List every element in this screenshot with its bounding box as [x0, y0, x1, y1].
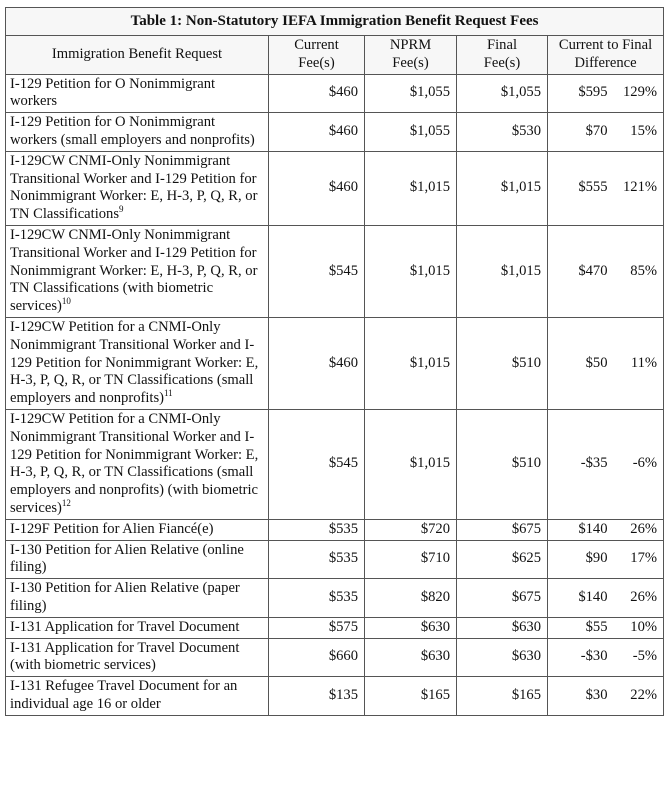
difference-percent-cell: 129%: [613, 74, 664, 113]
difference-percent-cell: 17%: [613, 540, 664, 579]
fee-table: [5, 7, 664, 716]
difference-percent-cell: 10%: [613, 617, 664, 638]
difference-percent-cell: 26%: [613, 579, 664, 618]
table-row: [6, 579, 664, 618]
fee-table-container: [5, 7, 663, 716]
request-text: I-131 Refugee Travel Document for an individual age 16 or older: [10, 678, 238, 712]
nprm-fee-cell: $1,055: [365, 113, 457, 152]
final-fee-cell: $625: [457, 540, 548, 579]
request-cell: [6, 225, 269, 317]
footnote-marker: 12: [61, 498, 71, 509]
request-text: I-129CW Petition for a CNMI-Only Nonimmigrant Transitional Worker and I-129 Petition for Nonimmigrant Worker: E, H-3, P, Q, R, or TN Classifications (small employers and nonprofits): [10, 318, 259, 407]
difference-amount-cell: -$30: [548, 638, 613, 677]
final-fee-cell: $530: [457, 113, 548, 152]
difference-percent-cell: 121%: [613, 151, 664, 225]
difference-amount-cell: $555: [548, 151, 613, 225]
difference-amount-cell: $70: [548, 113, 613, 152]
table-row: [6, 74, 664, 113]
request-cell: [6, 579, 269, 618]
nprm-fee-cell: $165: [365, 677, 457, 716]
header-current: Current Fee(s): [269, 36, 365, 75]
table-row: [6, 638, 664, 677]
request-cell: [6, 409, 269, 519]
request-text: I-131 Application for Travel Document: [10, 618, 240, 635]
difference-amount-cell: $140: [548, 579, 613, 618]
request-cell: [6, 617, 269, 638]
final-fee-cell: $1,055: [457, 74, 548, 113]
nprm-fee-cell: $1,015: [365, 225, 457, 317]
final-fee-cell: $675: [457, 519, 548, 540]
final-fee-cell: $165: [457, 677, 548, 716]
difference-amount-cell: $595: [548, 74, 613, 113]
final-fee-cell: $675: [457, 579, 548, 618]
request-text: I-129CW CNMI-Only Nonimmigrant Transitional Worker and I-129 Petition for Nonimmigrant Worker: E, H-3, P, Q, R, or TN Classifications: [10, 152, 258, 223]
difference-percent-cell: -6%: [613, 409, 664, 519]
table-row: [6, 677, 664, 716]
nprm-fee-cell: $1,015: [365, 151, 457, 225]
request-text: I-129 Petition for O Nonimmigrant workers (small employers and nonprofits): [10, 114, 255, 148]
difference-amount-cell: $30: [548, 677, 613, 716]
table-row: [6, 409, 664, 519]
final-fee-cell: $630: [457, 638, 548, 677]
current-fee-cell: $535: [269, 579, 365, 618]
current-fee-cell: $460: [269, 74, 365, 113]
nprm-fee-cell: $820: [365, 579, 457, 618]
nprm-fee-cell: $1,015: [365, 317, 457, 409]
current-fee-cell: $535: [269, 540, 365, 579]
current-fee-cell: $460: [269, 113, 365, 152]
final-fee-cell: $510: [457, 409, 548, 519]
request-cell: [6, 151, 269, 225]
request-cell: [6, 74, 269, 113]
current-fee-cell: $460: [269, 151, 365, 225]
request-cell: [6, 638, 269, 677]
header-nprm: NPRM Fee(s): [365, 36, 457, 75]
nprm-fee-cell: $1,055: [365, 74, 457, 113]
table-title: Table 1: Non-Statutory IEFA Immigration Benefit Request Fees: [6, 8, 664, 36]
difference-amount-cell: $55: [548, 617, 613, 638]
request-text: I-129F Petition for Alien Fiancé(e): [10, 520, 214, 537]
footnote-marker: 10: [61, 296, 71, 307]
request-text: I-131 Application for Travel Document (with biometric services): [10, 639, 240, 674]
table-row: [6, 617, 664, 638]
difference-amount-cell: $90: [548, 540, 613, 579]
request-text: I-130 Petition for Alien Relative (online filing): [10, 541, 244, 576]
table-row: [6, 225, 664, 317]
difference-percent-cell: 22%: [613, 677, 664, 716]
current-fee-cell: $660: [269, 638, 365, 677]
header-difference: Current to Final Difference: [548, 36, 664, 75]
table-row: [6, 317, 664, 409]
difference-percent-cell: -5%: [613, 638, 664, 677]
current-fee-cell: $545: [269, 225, 365, 317]
request-text: I-129CW Petition for a CNMI-Only Nonimmigrant Transitional Worker and I-129 Petition for Nonimmigrant Worker: E, H-3, P, Q, R, or TN Classifications (small employers and nonprofits) (with biometric services): [10, 410, 259, 516]
request-cell: [6, 519, 269, 540]
table-row: [6, 519, 664, 540]
difference-percent-cell: 85%: [613, 225, 664, 317]
table-row: [6, 540, 664, 579]
header-final: Final Fee(s): [457, 36, 548, 75]
request-cell: [6, 677, 269, 716]
final-fee-cell: $510: [457, 317, 548, 409]
request-cell: [6, 113, 269, 152]
nprm-fee-cell: $710: [365, 540, 457, 579]
difference-amount-cell: $470: [548, 225, 613, 317]
difference-amount-cell: $140: [548, 519, 613, 540]
table-row: [6, 151, 664, 225]
difference-amount-cell: $50: [548, 317, 613, 409]
request-cell: [6, 317, 269, 409]
footnote-marker: 11: [164, 388, 173, 399]
final-fee-cell: $1,015: [457, 151, 548, 225]
footnote-marker: 9: [119, 204, 124, 215]
difference-amount-cell: -$35: [548, 409, 613, 519]
difference-percent-cell: 11%: [613, 317, 664, 409]
nprm-fee-cell: $630: [365, 638, 457, 677]
nprm-fee-cell: $630: [365, 617, 457, 638]
header-row: [6, 36, 664, 75]
final-fee-cell: $630: [457, 617, 548, 638]
request-text: I-129 Petition for O Nonimmigrant workers: [10, 75, 216, 110]
nprm-fee-cell: $720: [365, 519, 457, 540]
difference-percent-cell: 15%: [613, 113, 664, 152]
current-fee-cell: $460: [269, 317, 365, 409]
current-fee-cell: $545: [269, 409, 365, 519]
current-fee-cell: $535: [269, 519, 365, 540]
final-fee-cell: $1,015: [457, 225, 548, 317]
header-request: Immigration Benefit Request: [6, 36, 269, 75]
difference-percent-cell: 26%: [613, 519, 664, 540]
nprm-fee-cell: $1,015: [365, 409, 457, 519]
request-cell: [6, 540, 269, 579]
request-text: I-129CW CNMI-Only Nonimmigrant Transitional Worker and I-129 Petition for Nonimmigrant Worker: E, H-3, P, Q, R, or TN Classifications (with biometric services): [10, 226, 258, 315]
table-row: [6, 113, 664, 152]
current-fee-cell: $575: [269, 617, 365, 638]
table-body: [6, 74, 664, 715]
current-fee-cell: $135: [269, 677, 365, 716]
request-text: I-130 Petition for Alien Relative (paper filing): [10, 580, 240, 614]
